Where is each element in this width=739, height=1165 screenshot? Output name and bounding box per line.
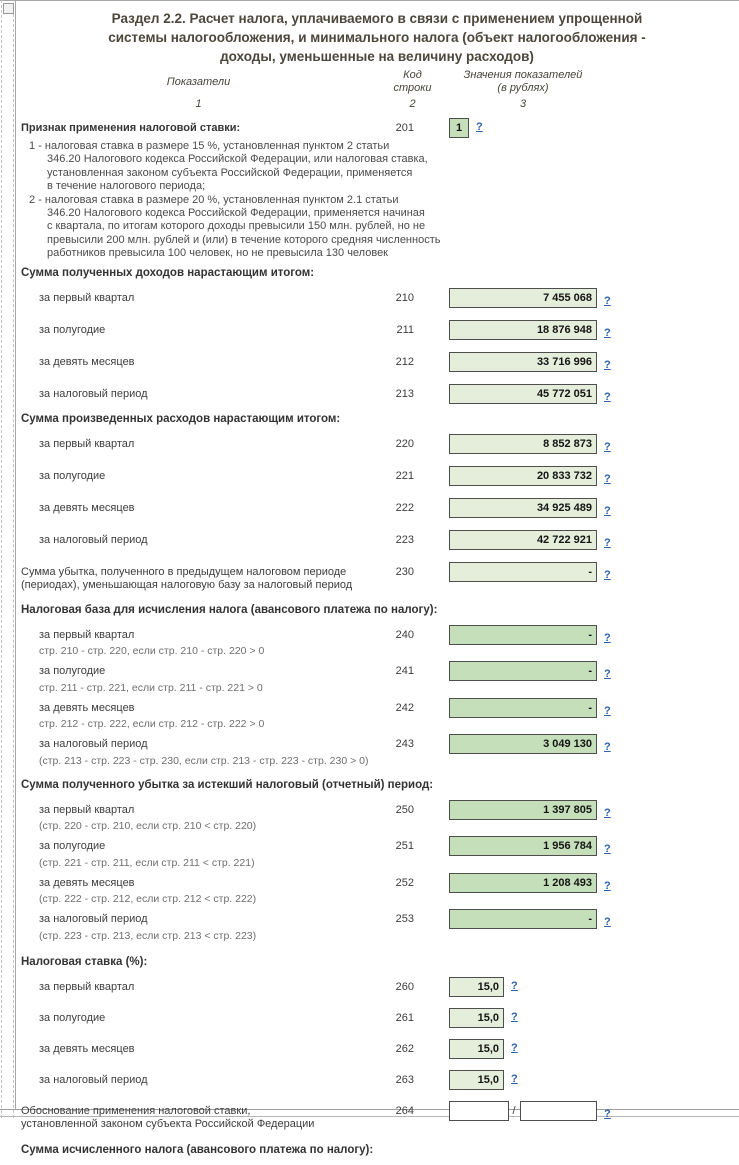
row-code: 261 xyxy=(395,1011,414,1024)
section-header: Сумма произведенных расходов нарастающим итогом: xyxy=(21,412,341,425)
row-label: за девять месяцев xyxy=(39,876,135,889)
row-formula: (стр. 222 - стр. 212, если стр. 212 < стр. 222) xyxy=(39,893,257,906)
column-number-1: 1 xyxy=(195,98,202,110)
row-label: за полугодие xyxy=(39,665,106,678)
value-field-263[interactable]: 15,0 xyxy=(449,1070,504,1090)
note-line: 1 - налоговая ставка в размере 15 %, установленная пунктом 2 статьи xyxy=(29,140,390,152)
row-code: 210 xyxy=(395,291,414,304)
row-label: за девять месяцев xyxy=(39,501,135,514)
value-field-243[interactable]: 3 049 130 xyxy=(449,734,597,754)
column-header-values: Значения показателей (в рублях) xyxy=(463,69,583,94)
table-row-260 xyxy=(21,977,738,997)
row-label: Сумма убытка, полученного в предыдущем налоговом периоде (периодах), уменьшающая налоговую базу за налоговый период xyxy=(21,565,353,592)
row-code: 240 xyxy=(395,628,414,641)
row-code: 243 xyxy=(395,738,414,751)
table-row-250 xyxy=(21,800,738,833)
table-row-221 xyxy=(21,466,738,487)
row-code: 220 xyxy=(395,437,414,450)
help-link[interactable]: ? xyxy=(604,504,611,517)
table-row-263 xyxy=(21,1070,738,1090)
row-label: за полугодие xyxy=(39,469,106,482)
justification-field-1[interactable] xyxy=(449,1101,509,1121)
note-line: превысили 200 млн. рублей и (или) в течение которого средняя численность xyxy=(47,233,441,246)
page-title xyxy=(16,9,738,66)
value-field-261[interactable]: 15,0 xyxy=(449,1008,504,1028)
value-field-221[interactable]: 20 833 732 xyxy=(449,466,597,486)
value-field-220[interactable]: 8 852 873 xyxy=(449,434,597,454)
row-code: 251 xyxy=(395,840,414,853)
row-code: 241 xyxy=(395,665,414,678)
row-code: 221 xyxy=(395,469,414,482)
table-row-262 xyxy=(21,1039,738,1059)
row-label: за первый квартал xyxy=(39,437,135,450)
help-link[interactable]: ? xyxy=(604,536,611,549)
help-link[interactable]: ? xyxy=(604,358,611,371)
row-code: 211 xyxy=(396,323,414,336)
row-code: 222 xyxy=(395,501,414,514)
gutter-dashed-line xyxy=(13,14,14,1118)
table-row-264 xyxy=(21,1101,738,1132)
table-row-230 xyxy=(21,562,738,593)
column-number-3: 3 xyxy=(519,98,527,110)
row-label: за налоговый период xyxy=(39,1073,148,1086)
help-link[interactable]: ? xyxy=(604,390,611,403)
row-formula: стр. 212 - стр. 222, если стр. 212 - стр. 222 > 0 xyxy=(39,718,265,731)
table-row-240 xyxy=(21,625,738,658)
value-field-230[interactable]: - xyxy=(449,562,597,582)
help-link[interactable]: ? xyxy=(604,631,611,644)
justification-field-2[interactable] xyxy=(520,1101,597,1121)
help-link[interactable]: ? xyxy=(511,1041,518,1054)
value-field-260[interactable]: 15,0 xyxy=(449,977,504,997)
value-field-253[interactable]: - xyxy=(449,909,597,929)
help-link[interactable]: ? xyxy=(604,704,611,717)
row-code: 223 xyxy=(395,533,414,546)
section-header: Сумма полученного убытка за истекший налоговый (отчетный) период: xyxy=(21,778,434,791)
help-link[interactable]: ? xyxy=(604,294,611,307)
row-code: 263 xyxy=(395,1073,414,1086)
help-link[interactable]: ? xyxy=(511,1072,518,1085)
row-code: 201 xyxy=(395,122,414,134)
collapse-marker-icon[interactable] xyxy=(3,3,14,14)
page-title-line: системы налогообложения, и минимального налога (объект налогообложения - xyxy=(108,30,646,45)
help-link[interactable]: ? xyxy=(604,1107,611,1120)
note-line: 2 - налоговая ставка в размере 20 %, установленная пунктом 2.1 статьи xyxy=(29,193,399,206)
note-line: в течение налогового периода; xyxy=(47,180,206,193)
row-label: за девять месяцев xyxy=(39,355,135,368)
value-field-211[interactable]: 18 876 948 xyxy=(449,320,597,340)
help-link[interactable]: ? xyxy=(511,1010,518,1023)
row-label: Обоснование применения налоговой ставки, установленной законом субъекта Российской Федерации xyxy=(21,1104,315,1131)
table-row-210 xyxy=(21,288,738,309)
value-field-251[interactable]: 1 956 784 xyxy=(449,836,597,856)
value-field-222[interactable]: 34 925 489 xyxy=(449,498,597,518)
page-title-line: доходы, уменьшенные на величину расходов) xyxy=(220,49,534,64)
help-link[interactable]: ? xyxy=(604,472,611,485)
table-row-201 xyxy=(21,118,738,138)
column-number-2: 2 xyxy=(409,98,416,110)
row-formula: стр. 211 - стр. 221, если стр. 211 - стр. 221 > 0 xyxy=(39,681,263,694)
table-row-243 xyxy=(21,734,738,767)
table-row-241 xyxy=(21,661,738,694)
row-code: 264 xyxy=(395,1104,414,1117)
value-field-212[interactable]: 33 716 996 xyxy=(449,352,597,372)
row-code: 213 xyxy=(395,387,414,400)
form-content xyxy=(16,1,738,1165)
row-label: за первый квартал xyxy=(39,291,135,304)
note-line: установленная законом субъекта Российской Федерации, применяется xyxy=(47,166,413,179)
help-link[interactable]: ? xyxy=(604,806,611,819)
row-code: 262 xyxy=(395,1042,414,1055)
rate-flag-notes xyxy=(29,140,738,261)
slash-separator: / xyxy=(512,1104,516,1117)
help-link[interactable]: ? xyxy=(604,916,611,929)
column-numbers xyxy=(21,98,738,110)
column-header-code: Код строки xyxy=(393,69,432,94)
row-label: за первый квартал xyxy=(39,628,135,641)
table-row-251 xyxy=(21,836,738,869)
note-line: 346.20 Налогового кодекса Российской Федерации, применяется начиная xyxy=(47,207,425,220)
column-headers xyxy=(21,69,738,95)
row-formula: (стр. 223 - стр. 213, если стр. 213 < стр. 223) xyxy=(39,929,257,942)
table-row-223 xyxy=(21,530,738,551)
value-field-242[interactable]: - xyxy=(449,698,597,718)
row-label: за полугодие xyxy=(39,1011,106,1024)
table-row-261 xyxy=(21,1008,738,1028)
row-label: за налоговый период xyxy=(39,533,148,546)
value-field-250[interactable]: 1 397 805 xyxy=(449,800,597,820)
note-line: работников превысила 100 человек, но не превысила 130 человек xyxy=(47,247,388,260)
row-label: за налоговый период xyxy=(39,387,148,400)
column-header-indicators: Показатели xyxy=(166,76,231,88)
row-formula: (стр. 221 - стр. 211, если стр. 211 < стр. 221) xyxy=(39,856,255,869)
help-link[interactable]: ? xyxy=(476,121,483,133)
value-field-241[interactable]: - xyxy=(449,661,597,681)
row-code: 250 xyxy=(395,803,414,816)
row-label: за налоговый период xyxy=(39,738,148,751)
row-code: 230 xyxy=(395,565,414,578)
table-row-212 xyxy=(21,352,738,373)
note-line: с квартала, по итогам которого доходы превысили 150 млн. рублей, но не xyxy=(47,220,426,233)
note-line: 346.20 Налогового кодекса Российской Федерации, или налоговая ставка, xyxy=(47,153,428,166)
help-link[interactable]: ? xyxy=(511,979,518,992)
help-link[interactable]: ? xyxy=(604,843,611,856)
help-link[interactable]: ? xyxy=(604,326,611,339)
table-row-220 xyxy=(21,434,738,455)
help-link[interactable]: ? xyxy=(604,668,611,681)
section-header: Налоговая ставка (%): xyxy=(21,955,148,968)
help-link[interactable]: ? xyxy=(604,879,611,892)
section-header: Сумма исчисленного налога (авансового платежа по налогу): xyxy=(21,1143,374,1156)
row-formula: стр. 210 - стр. 220, если стр. 210 - стр. 220 > 0 xyxy=(39,645,265,658)
value-field-213[interactable]: 45 772 051 xyxy=(449,384,597,404)
value-field-201[interactable]: 1 xyxy=(449,118,469,138)
row-code: 242 xyxy=(395,701,414,714)
table-row-252 xyxy=(21,873,738,906)
row-code: 252 xyxy=(395,876,414,889)
row-code: 260 xyxy=(395,980,414,993)
row-code: 212 xyxy=(395,355,414,368)
table-row-222 xyxy=(21,498,738,519)
row-label: за девять месяцев xyxy=(39,701,135,714)
value-field-210[interactable]: 7 455 068 xyxy=(449,288,597,308)
row-code: 253 xyxy=(395,913,414,926)
row-label: Признак применения налоговой ставки: xyxy=(21,122,241,134)
help-link[interactable]: ? xyxy=(604,568,611,581)
table-row-242 xyxy=(21,698,738,731)
table-row-211 xyxy=(21,320,738,341)
section-header: Сумма полученных доходов нарастающим итогом: xyxy=(21,266,315,279)
row-label: за полугодие xyxy=(39,323,106,336)
value-field-240[interactable]: - xyxy=(449,625,597,645)
help-link[interactable]: ? xyxy=(604,440,611,453)
value-field-262[interactable]: 15,0 xyxy=(449,1039,504,1059)
gutter-dashed-line xyxy=(1,0,2,1118)
row-label: за налоговый период xyxy=(39,913,148,926)
table-row-253 xyxy=(21,909,738,942)
section-header: Налоговая база для исчисления налога (авансового платежа по налогу): xyxy=(21,603,438,616)
row-label: за первый квартал xyxy=(39,803,135,816)
row-formula: (стр. 213 - стр. 223 - стр. 230, если стр. 213 - стр. 223 - стр. 230 > 0) xyxy=(39,754,369,767)
table-row-213 xyxy=(21,384,738,405)
row-formula: (стр. 220 - стр. 210, если стр. 210 < стр. 220) xyxy=(39,820,257,833)
row-label: за полугодие xyxy=(39,840,106,853)
value-field-252[interactable]: 1 208 493 xyxy=(449,873,597,893)
page-title-line: Раздел 2.2. Расчет налога, уплачиваемого в связи с применением упрощенной xyxy=(111,11,643,26)
help-link[interactable]: ? xyxy=(604,741,611,754)
row-label: за девять месяцев xyxy=(39,1042,135,1055)
row-label: за первый квартал xyxy=(39,980,135,993)
value-field-223[interactable]: 42 722 921 xyxy=(449,530,597,550)
